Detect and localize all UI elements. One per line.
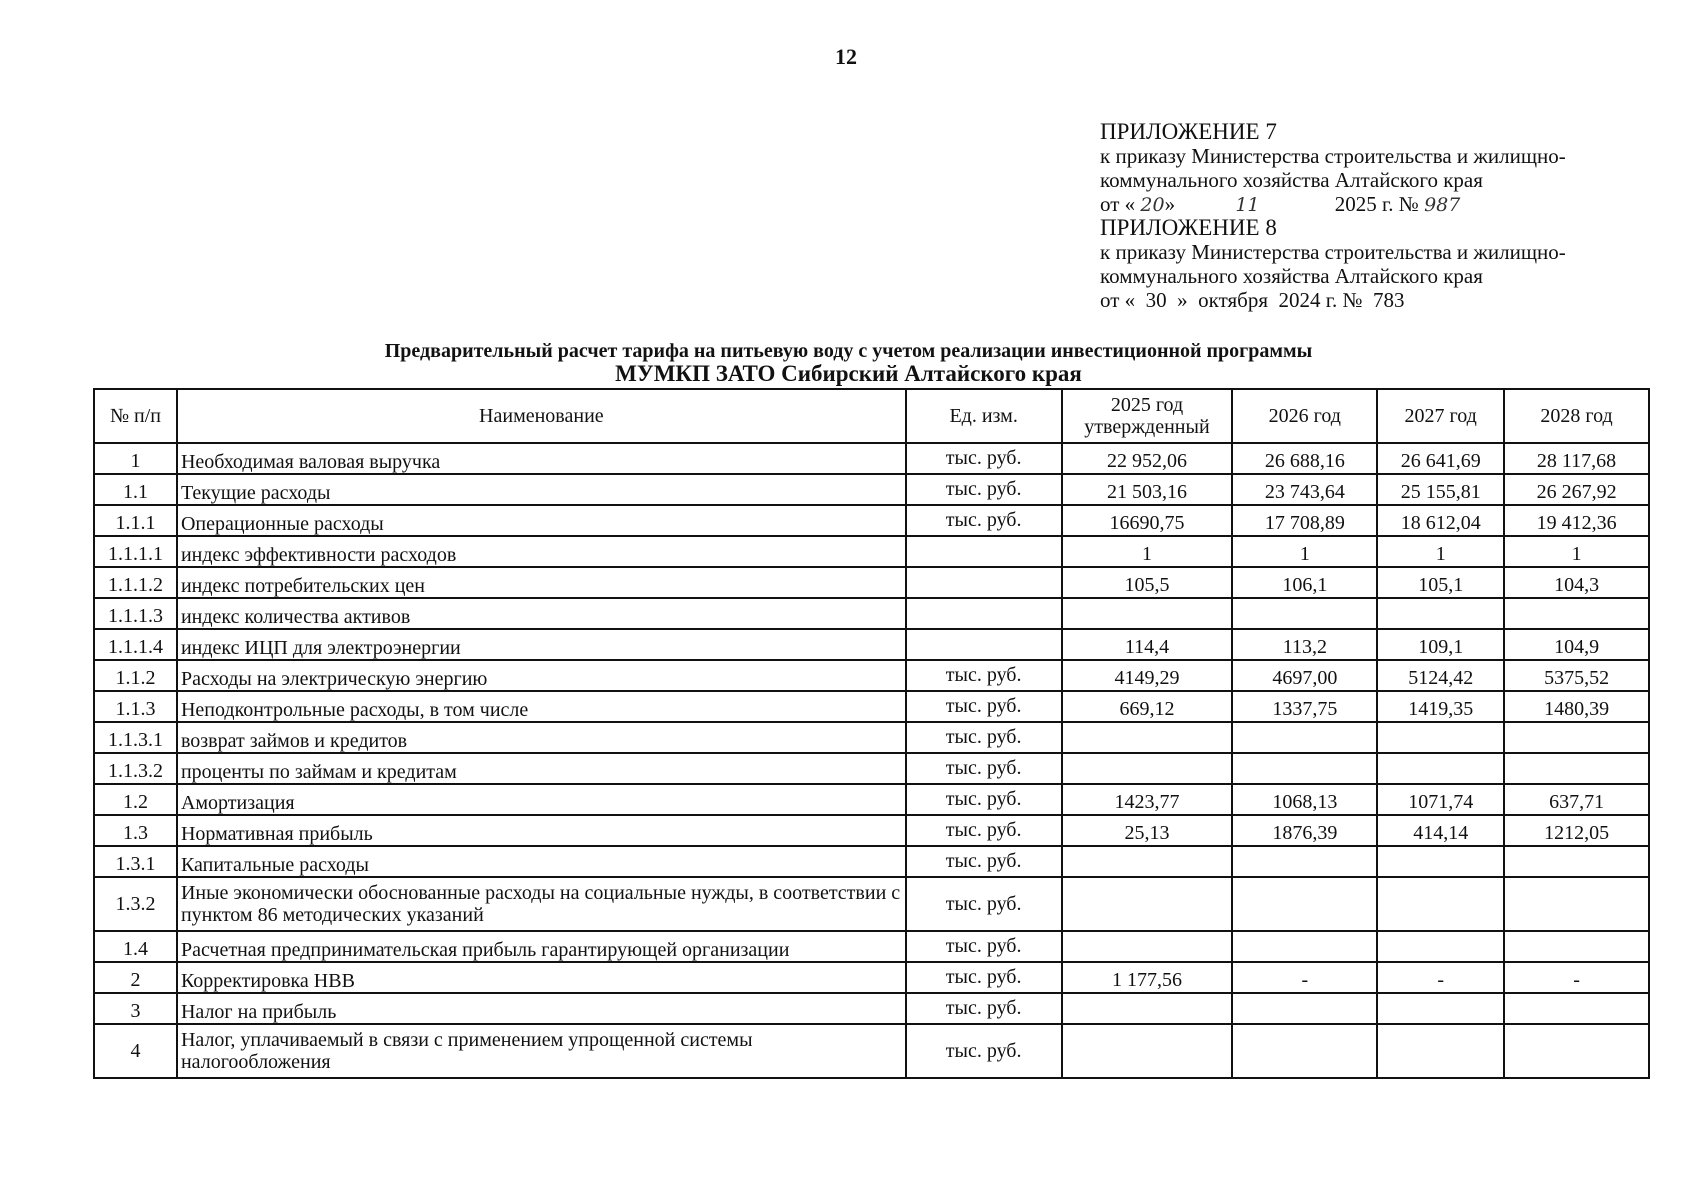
appendix-8-date: от « 30 » октября 2024 г. № 783 <box>1100 288 1405 312</box>
row-number: 1 <box>94 443 177 474</box>
value-2025: 21 503,16 <box>1062 474 1233 505</box>
row-number: 1.3.2 <box>94 877 177 931</box>
table-row <box>94 722 1649 753</box>
value-2028 <box>1504 877 1649 931</box>
table-row <box>94 1024 1649 1078</box>
row-number: 1.4 <box>94 931 177 962</box>
table-row <box>94 443 1649 474</box>
row-number: 1.1.1.3 <box>94 598 177 629</box>
row-unit: тыс. руб. <box>906 815 1062 846</box>
row-unit: тыс. руб. <box>906 722 1062 753</box>
appendix-7-date <box>1100 192 1566 217</box>
value-2027 <box>1377 753 1504 784</box>
row-number: 1.2 <box>94 784 177 815</box>
date-prefix: от « <box>1100 192 1136 216</box>
value-2028 <box>1504 722 1649 753</box>
table-row <box>94 660 1649 691</box>
row-number: 1.1.3 <box>94 691 177 722</box>
header-2027: 2027 год <box>1377 389 1504 443</box>
row-name: индекс эффективности расходов <box>177 536 906 567</box>
value-2026: - <box>1232 962 1377 993</box>
value-2028: 1212,05 <box>1504 815 1649 846</box>
table-row <box>94 784 1649 815</box>
value-2027: 25 155,81 <box>1377 474 1504 505</box>
appendix-8-header <box>1100 216 1566 312</box>
row-unit: тыс. руб. <box>906 962 1062 993</box>
row-unit: тыс. руб. <box>906 753 1062 784</box>
value-2025 <box>1062 993 1233 1024</box>
value-2027 <box>1377 722 1504 753</box>
row-unit <box>906 629 1062 660</box>
appendix-8-title: ПРИЛОЖЕНИЕ 8 <box>1100 215 1277 240</box>
row-name: Операционные расходы <box>177 505 906 536</box>
row-name: Иные экономически обоснованные расходы на социальные нужды, в соответствии с пунктом 86 методических указаний <box>177 877 906 931</box>
row-unit <box>906 567 1062 598</box>
value-2025: 1 177,56 <box>1062 962 1233 993</box>
row-name: проценты по займам и кредитам <box>177 753 906 784</box>
document-title <box>0 340 1697 386</box>
handwritten-day: 20 <box>1140 194 1165 216</box>
row-name: Нормативная прибыль <box>177 815 906 846</box>
handwritten-number: 987 <box>1424 194 1461 216</box>
value-2028: 1480,39 <box>1504 691 1649 722</box>
value-2028: 104,3 <box>1504 567 1649 598</box>
value-2028: 26 267,92 <box>1504 474 1649 505</box>
row-number: 1.1.2 <box>94 660 177 691</box>
value-2027: 1419,35 <box>1377 691 1504 722</box>
row-number: 1.1 <box>94 474 177 505</box>
value-2028: 5375,52 <box>1504 660 1649 691</box>
value-2025 <box>1062 931 1233 962</box>
value-2026: 23 743,64 <box>1232 474 1377 505</box>
value-2025: 22 952,06 <box>1062 443 1233 474</box>
appendix-7-title: ПРИЛОЖЕНИЕ 7 <box>1100 119 1277 144</box>
value-2027 <box>1377 931 1504 962</box>
value-2027: 1071,74 <box>1377 784 1504 815</box>
row-name: Амортизация <box>177 784 906 815</box>
value-2025: 4149,29 <box>1062 660 1233 691</box>
value-2026: 17 708,89 <box>1232 505 1377 536</box>
value-2025 <box>1062 846 1233 877</box>
value-2026 <box>1232 993 1377 1024</box>
row-number: 1.1.3.1 <box>94 722 177 753</box>
table-row <box>94 474 1649 505</box>
value-2025: 1 <box>1062 536 1233 567</box>
row-number: 1.3.1 <box>94 846 177 877</box>
row-name: Необходимая валовая выручка <box>177 443 906 474</box>
table-row <box>94 753 1649 784</box>
value-2026: 1337,75 <box>1232 691 1377 722</box>
value-2028 <box>1504 753 1649 784</box>
page-number: 12 <box>835 44 857 69</box>
value-2025: 105,5 <box>1062 567 1233 598</box>
value-2027: 18 612,04 <box>1377 505 1504 536</box>
row-number: 1.1.1.4 <box>94 629 177 660</box>
header-name: Наименование <box>177 389 906 443</box>
row-unit <box>906 598 1062 629</box>
value-2025: 669,12 <box>1062 691 1233 722</box>
handwritten-month: 11 <box>1235 194 1260 216</box>
row-unit <box>906 536 1062 567</box>
header-num: № п/п <box>94 389 177 443</box>
row-number: 1.1.1.2 <box>94 567 177 598</box>
value-2025: 16690,75 <box>1062 505 1233 536</box>
table-row <box>94 846 1649 877</box>
value-2025: 25,13 <box>1062 815 1233 846</box>
value-2026 <box>1232 931 1377 962</box>
row-number: 1.3 <box>94 815 177 846</box>
row-unit: тыс. руб. <box>906 660 1062 691</box>
table-row <box>94 536 1649 567</box>
row-number: 1.1.3.2 <box>94 753 177 784</box>
appendix-7-line2: коммунального хозяйства Алтайского края <box>1100 168 1483 192</box>
value-2028 <box>1504 598 1649 629</box>
row-unit: тыс. руб. <box>906 846 1062 877</box>
value-2026 <box>1232 846 1377 877</box>
row-name: возврат займов и кредитов <box>177 722 906 753</box>
value-2028 <box>1504 1024 1649 1078</box>
value-2028 <box>1504 931 1649 962</box>
row-name: индекс ИЦП для электроэнергии <box>177 629 906 660</box>
row-name: Неподконтрольные расходы, в том числе <box>177 691 906 722</box>
row-unit: тыс. руб. <box>906 877 1062 931</box>
value-2028: 637,71 <box>1504 784 1649 815</box>
row-name: Налог на прибыль <box>177 993 906 1024</box>
value-2026: 113,2 <box>1232 629 1377 660</box>
table-header-row <box>94 389 1649 443</box>
row-unit: тыс. руб. <box>906 993 1062 1024</box>
value-2026: 1876,39 <box>1232 815 1377 846</box>
table-row <box>94 877 1649 931</box>
value-2025 <box>1062 722 1233 753</box>
value-2026: 1068,13 <box>1232 784 1377 815</box>
table-row <box>94 567 1649 598</box>
value-2028: 19 412,36 <box>1504 505 1649 536</box>
value-2026: 4697,00 <box>1232 660 1377 691</box>
row-name: индекс потребительских цен <box>177 567 906 598</box>
value-2027: 109,1 <box>1377 629 1504 660</box>
row-unit: тыс. руб. <box>906 505 1062 536</box>
row-name: Расчетная предпринимательская прибыль гарантирующей организации <box>177 931 906 962</box>
row-number: 1.1.1.1 <box>94 536 177 567</box>
value-2027 <box>1377 1024 1504 1078</box>
row-name: Текущие расходы <box>177 474 906 505</box>
value-2027: 105,1 <box>1377 567 1504 598</box>
row-unit: тыс. руб. <box>906 691 1062 722</box>
value-2028: 104,9 <box>1504 629 1649 660</box>
appendix-8-line1: к приказу Министерства строительства и жилищно- <box>1100 240 1566 264</box>
value-2027: 414,14 <box>1377 815 1504 846</box>
row-unit: тыс. руб. <box>906 931 1062 962</box>
header-2026: 2026 год <box>1232 389 1377 443</box>
row-name: Корректировка НВВ <box>177 962 906 993</box>
value-2027 <box>1377 993 1504 1024</box>
table-row <box>94 505 1649 536</box>
value-2028: 1 <box>1504 536 1649 567</box>
value-2026 <box>1232 753 1377 784</box>
value-2028 <box>1504 993 1649 1024</box>
document-title-line1: Предварительный расчет тарифа на питьевую воду с учетом реализации инвестиционной программы <box>384 340 1313 362</box>
value-2025: 114,4 <box>1062 629 1233 660</box>
date-mid: » <box>1164 192 1176 216</box>
value-2025 <box>1062 1024 1233 1078</box>
row-number: 3 <box>94 993 177 1024</box>
value-2026: 106,1 <box>1232 567 1377 598</box>
value-2027: 26 641,69 <box>1377 443 1504 474</box>
header-unit: Ед. изм. <box>906 389 1062 443</box>
header-2025: 2025 год утвержденный <box>1062 389 1233 443</box>
row-number: 1.1.1 <box>94 505 177 536</box>
value-2026 <box>1232 1024 1377 1078</box>
value-2027 <box>1377 877 1504 931</box>
value-2028 <box>1504 846 1649 877</box>
value-2027: - <box>1377 962 1504 993</box>
value-2025: 1423,77 <box>1062 784 1233 815</box>
value-2026: 1 <box>1232 536 1377 567</box>
appendix-7-header <box>1100 120 1566 217</box>
row-name: Налог, уплачиваемый в связи с применением упрощенной системы налогообложения <box>177 1024 906 1078</box>
row-unit: тыс. руб. <box>906 1024 1062 1078</box>
row-unit: тыс. руб. <box>906 474 1062 505</box>
value-2027 <box>1377 846 1504 877</box>
tariff-table <box>93 388 1650 1079</box>
table-row <box>94 993 1649 1024</box>
value-2025 <box>1062 877 1233 931</box>
row-unit: тыс. руб. <box>906 443 1062 474</box>
document-title-line2: МУМКП ЗАТО Сибирский Алтайского края <box>615 361 1082 386</box>
value-2027 <box>1377 598 1504 629</box>
table-row <box>94 691 1649 722</box>
value-2027: 1 <box>1377 536 1504 567</box>
row-name: Капитальные расходы <box>177 846 906 877</box>
table-row <box>94 629 1649 660</box>
header-2028: 2028 год <box>1504 389 1649 443</box>
appendix-7-line1: к приказу Министерства строительства и жилищно- <box>1100 144 1566 168</box>
value-2026 <box>1232 598 1377 629</box>
table-row <box>94 931 1649 962</box>
table-row <box>94 598 1649 629</box>
table-row <box>94 815 1649 846</box>
row-name: индекс количества активов <box>177 598 906 629</box>
value-2028: - <box>1504 962 1649 993</box>
row-number: 2 <box>94 962 177 993</box>
row-unit: тыс. руб. <box>906 784 1062 815</box>
value-2026: 26 688,16 <box>1232 443 1377 474</box>
value-2025 <box>1062 598 1233 629</box>
table-row <box>94 962 1649 993</box>
value-2028: 28 117,68 <box>1504 443 1649 474</box>
value-2025 <box>1062 753 1233 784</box>
value-2026 <box>1232 877 1377 931</box>
value-2026 <box>1232 722 1377 753</box>
row-number: 4 <box>94 1024 177 1078</box>
date-year: 2025 г. № <box>1334 192 1419 216</box>
value-2027: 5124,42 <box>1377 660 1504 691</box>
row-name: Расходы на электрическую энергию <box>177 660 906 691</box>
appendix-8-line2: коммунального хозяйства Алтайского края <box>1100 264 1483 288</box>
